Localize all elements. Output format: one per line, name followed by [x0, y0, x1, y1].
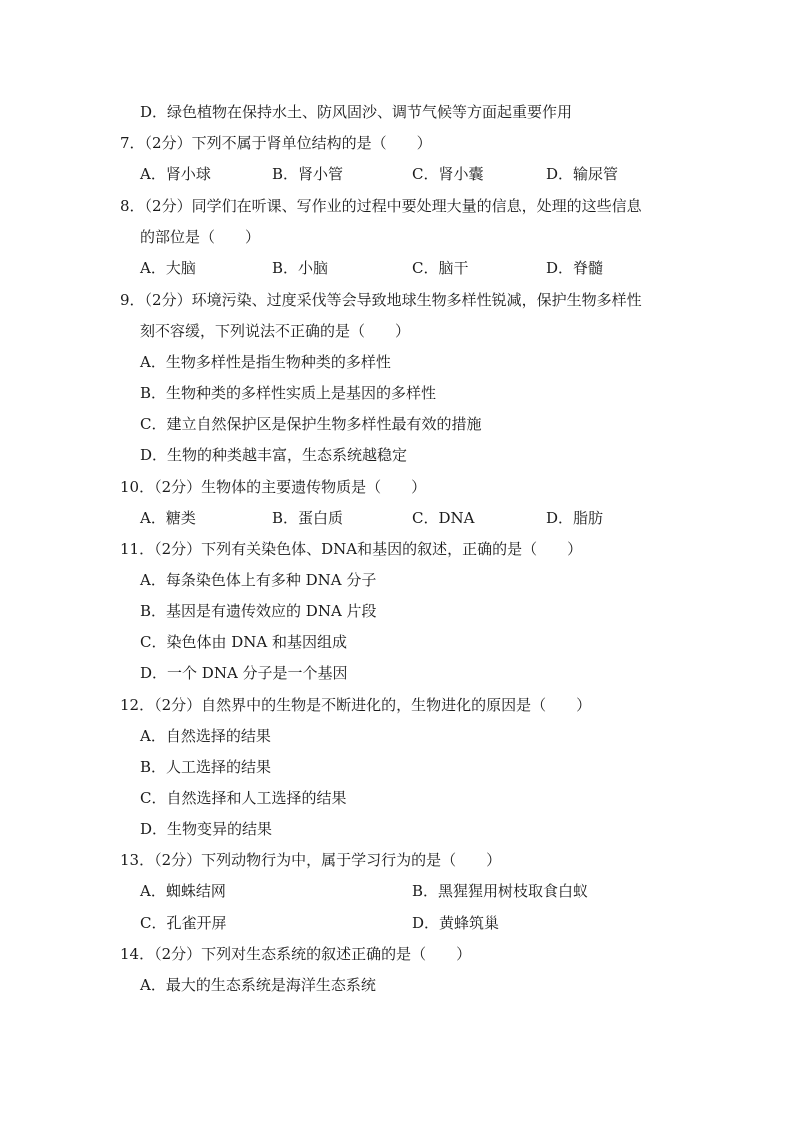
q12-option-a: A．自然选择的结果 [140, 727, 271, 745]
question-14: 14．（2分）下列对生态系统的叙述正确的是（ ） [120, 945, 472, 963]
q10-option-b: B．蛋白质 [272, 509, 344, 527]
question-13: 13．（2分）下列动物行为中，属于学习行为的是（ ） [120, 851, 502, 869]
q13-option-d: D．黄蜂筑巢 [412, 914, 500, 932]
q7-option-a: A．肾小球 [140, 165, 211, 183]
q14-option-a: A．最大的生态系统是海洋生态系统 [140, 976, 376, 994]
question-9: 9．（2分）环境污染、过度采伐等会导致地球生物多样性锐减，保护生物多样性 [120, 291, 642, 309]
q9-option-d: D．生物的种类越丰富，生态系统越稳定 [140, 446, 408, 464]
q11-option-c: C．染色体由 DNA 和基因组成 [140, 633, 347, 651]
q7-option-b: B．肾小管 [272, 165, 344, 183]
q10-option-d: D．脂肪 [546, 509, 604, 527]
q6-option-d: D．绿色植物在保持水土、防风固沙、调节气候等方面起重要作用 [140, 103, 573, 121]
q12-option-b: B．人工选择的结果 [140, 758, 272, 776]
question-9-continued: 刻不容缓，下列说法不正确的是（ ） [140, 322, 411, 340]
q12-option-c: C．自然选择和人工选择的结果 [140, 789, 347, 807]
question-10: 10．（2分）生物体的主要遗传物质是（ ） [120, 478, 427, 496]
q8-option-a: A．大脑 [140, 259, 196, 277]
question-12: 12．（2分）自然界中的生物是不断进化的，生物进化的原因是（ ） [120, 696, 592, 714]
q10-option-a: A．糖类 [140, 509, 196, 527]
q8-option-c: C．脑干 [412, 259, 469, 277]
q13-option-a: A．蜘蛛结网 [140, 882, 226, 900]
question-11: 11．（2分）下列有关染色体、DNA和基因的叙述，正确的是（ ） [120, 540, 583, 558]
q9-option-b: B．生物种类的多样性实质上是基因的多样性 [140, 384, 437, 402]
q7-option-c: C．肾小囊 [412, 165, 484, 183]
question-8-continued: 的部位是（ ） [140, 228, 261, 246]
question-8: 8．（2分）同学们在听课、写作业的过程中要处理大量的信息，处理的这些信息 [120, 197, 642, 215]
q9-option-a: A．生物多样性是指生物种类的多样性 [140, 353, 391, 371]
q8-option-d: D．脊髓 [546, 259, 604, 277]
q13-option-c: C．孔雀开屏 [140, 914, 227, 932]
q7-option-d: D．输尿管 [546, 165, 619, 183]
q10-option-c: C．DNA [412, 509, 475, 527]
q11-option-a: A．每条染色体上有多种 DNA 分子 [140, 571, 377, 589]
q11-option-b: B．基因是有遗传效应的 DNA 片段 [140, 602, 377, 620]
q9-option-c: C．建立自然保护区是保护生物多样性最有效的措施 [140, 415, 482, 433]
q8-option-b: B．小脑 [272, 259, 329, 277]
q13-option-b: B．黑猩猩用树枝取食白蚁 [412, 882, 589, 900]
question-7: 7．（2分）下列不属于肾单位结构的是（ ） [120, 134, 432, 152]
q11-option-d: D．一个 DNA 分子是一个基因 [140, 664, 348, 682]
q12-option-d: D．生物变异的结果 [140, 820, 273, 838]
